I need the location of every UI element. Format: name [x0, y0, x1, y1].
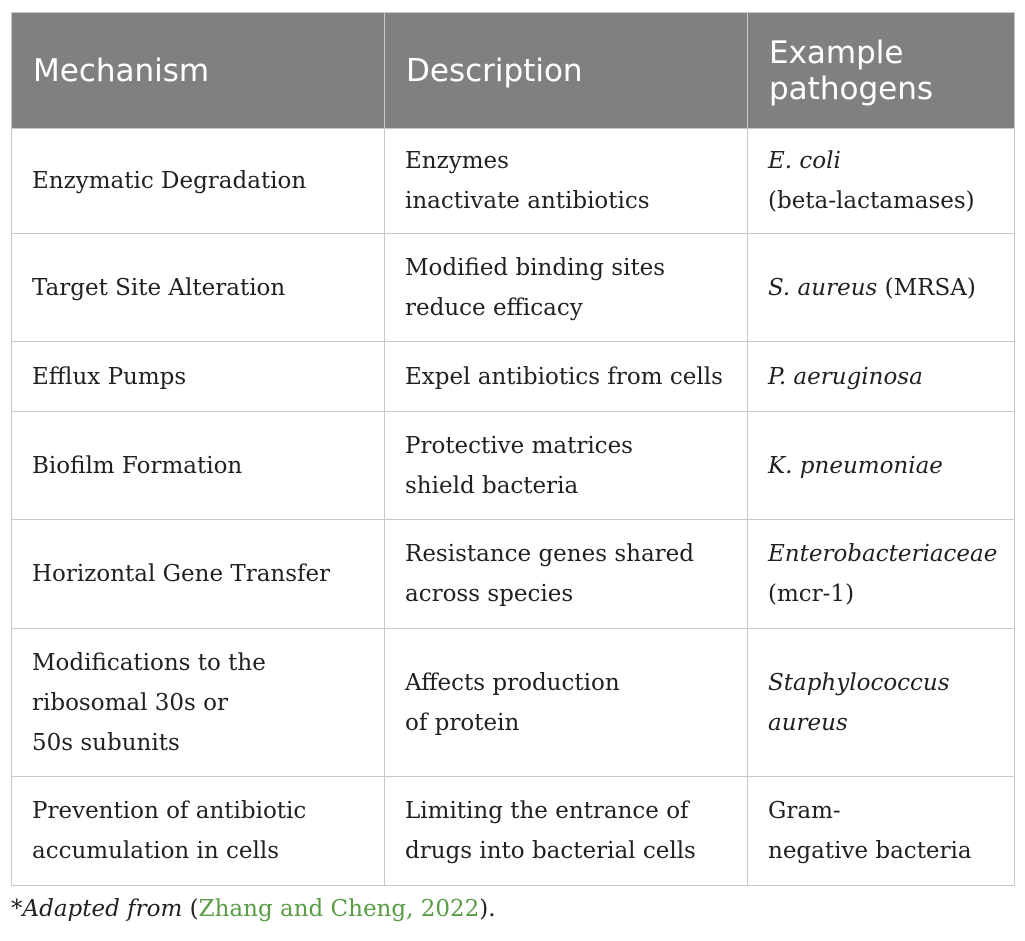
header-pathogens-text: Example pathogens: [769, 34, 933, 107]
description-cell: [385, 412, 748, 520]
pathogen-line: [768, 703, 1004, 743]
footnote-open: (: [182, 896, 199, 922]
pathogen-text: aureus: [768, 709, 848, 736]
mechanism-text: Prevention of antibiotic: [32, 798, 307, 824]
mechanism-text: ribosomal 30s or: [32, 689, 228, 716]
description-text: Affects production: [405, 669, 620, 696]
mechanism-cell: [12, 234, 385, 342]
header-mechanism: Mechanism: [12, 13, 385, 129]
pathogen-text: Enterobacteriaceae: [768, 541, 998, 567]
pathogen-text: K. pneumoniae: [768, 452, 943, 479]
description-text: inactivate antibiotics: [405, 188, 650, 214]
table-row: [12, 234, 1015, 342]
description-text: Limiting the entrance of: [405, 798, 689, 824]
pathogen-text: Staphylococcus: [768, 669, 950, 696]
description-text: Resistance genes shared: [405, 541, 694, 567]
description-cell: [385, 234, 748, 342]
description-text: Modified binding sites: [405, 254, 666, 281]
description-text: Protective matrices: [405, 432, 633, 459]
table-row: [12, 342, 1015, 412]
pathogen-line: [768, 268, 1004, 308]
description-text: drugs into bacterial cells: [405, 838, 696, 864]
pathogen-line: [768, 141, 1004, 181]
mechanism-cell: [12, 129, 385, 234]
pathogen-cell: [748, 777, 1015, 886]
mechanism-text: Modifications to the: [32, 649, 266, 676]
table-row: [12, 777, 1015, 886]
description-text: reduce efficacy: [405, 294, 583, 321]
mechanism-cell: [12, 412, 385, 520]
header-example-pathogens: [748, 13, 1015, 129]
description-cell: [385, 129, 748, 234]
mechanism-text: accumulation in cells: [32, 838, 280, 864]
table-row: [12, 412, 1015, 520]
mechanism-text: Horizontal Gene Transfer: [32, 561, 331, 587]
header-description: Description: [385, 13, 748, 129]
description-text: shield bacteria: [405, 472, 579, 499]
mechanism-cell: [12, 520, 385, 629]
resistance-mechanisms-table: [11, 12, 1015, 886]
pathogen-text: S. aureus: [768, 274, 878, 301]
pathogen-cell: [748, 412, 1015, 520]
description-cell: [385, 629, 748, 777]
mechanism-text: Enzymatic Degradation: [32, 168, 307, 194]
table-row: [12, 629, 1015, 777]
mechanism-text: 50s subunits: [32, 729, 180, 756]
footnote-prefix: *Adapted from: [11, 896, 183, 922]
pathogen-text: (mcr-1): [768, 581, 855, 607]
pathogen-text: P. aeruginosa: [768, 363, 923, 390]
pathogen-line: [768, 574, 1004, 614]
description-text: of protein: [405, 709, 520, 736]
pathogen-line: [768, 534, 1004, 574]
description-text: Expel antibiotics from cells: [405, 363, 723, 390]
pathogen-text: (beta-lactamases): [768, 188, 975, 214]
pathogen-cell: [748, 234, 1015, 342]
table-footnote: [11, 896, 496, 922]
pathogen-cell: [748, 520, 1015, 629]
table-header-row: [12, 13, 1015, 129]
mechanism-cell: [12, 629, 385, 777]
mechanism-text: Efflux Pumps: [32, 363, 187, 390]
pathogen-cell: [748, 629, 1015, 777]
description-cell: [385, 777, 748, 886]
description-text: across species: [405, 581, 574, 607]
mechanism-text: Biofilm Formation: [32, 452, 243, 479]
pathogen-text: E. coli: [768, 148, 841, 174]
footnote-close: ).: [479, 896, 496, 922]
mechanism-cell: [12, 777, 385, 886]
pathogen-line: [768, 831, 1004, 871]
mechanism-text: Target Site Alteration: [32, 274, 286, 301]
table-row: [12, 129, 1015, 234]
pathogen-text: negative bacteria: [768, 838, 972, 864]
table-row: [12, 520, 1015, 629]
pathogen-line: [768, 791, 1004, 831]
pathogen-cell: [748, 342, 1015, 412]
pathogen-line: [768, 446, 1004, 486]
pathogen-suffix: (MRSA): [877, 274, 976, 301]
description-cell: [385, 520, 748, 629]
pathogen-line: [768, 663, 1004, 703]
pathogen-line: [768, 181, 1004, 221]
pathogen-cell: [748, 129, 1015, 234]
description-text: Enzymes: [405, 148, 509, 174]
pathogen-line: [768, 357, 1004, 397]
description-cell: [385, 342, 748, 412]
footnote-citation-link[interactable]: Zhang and Cheng, 2022: [198, 896, 480, 922]
pathogen-text: Gram-: [768, 798, 841, 824]
mechanism-cell: [12, 342, 385, 412]
